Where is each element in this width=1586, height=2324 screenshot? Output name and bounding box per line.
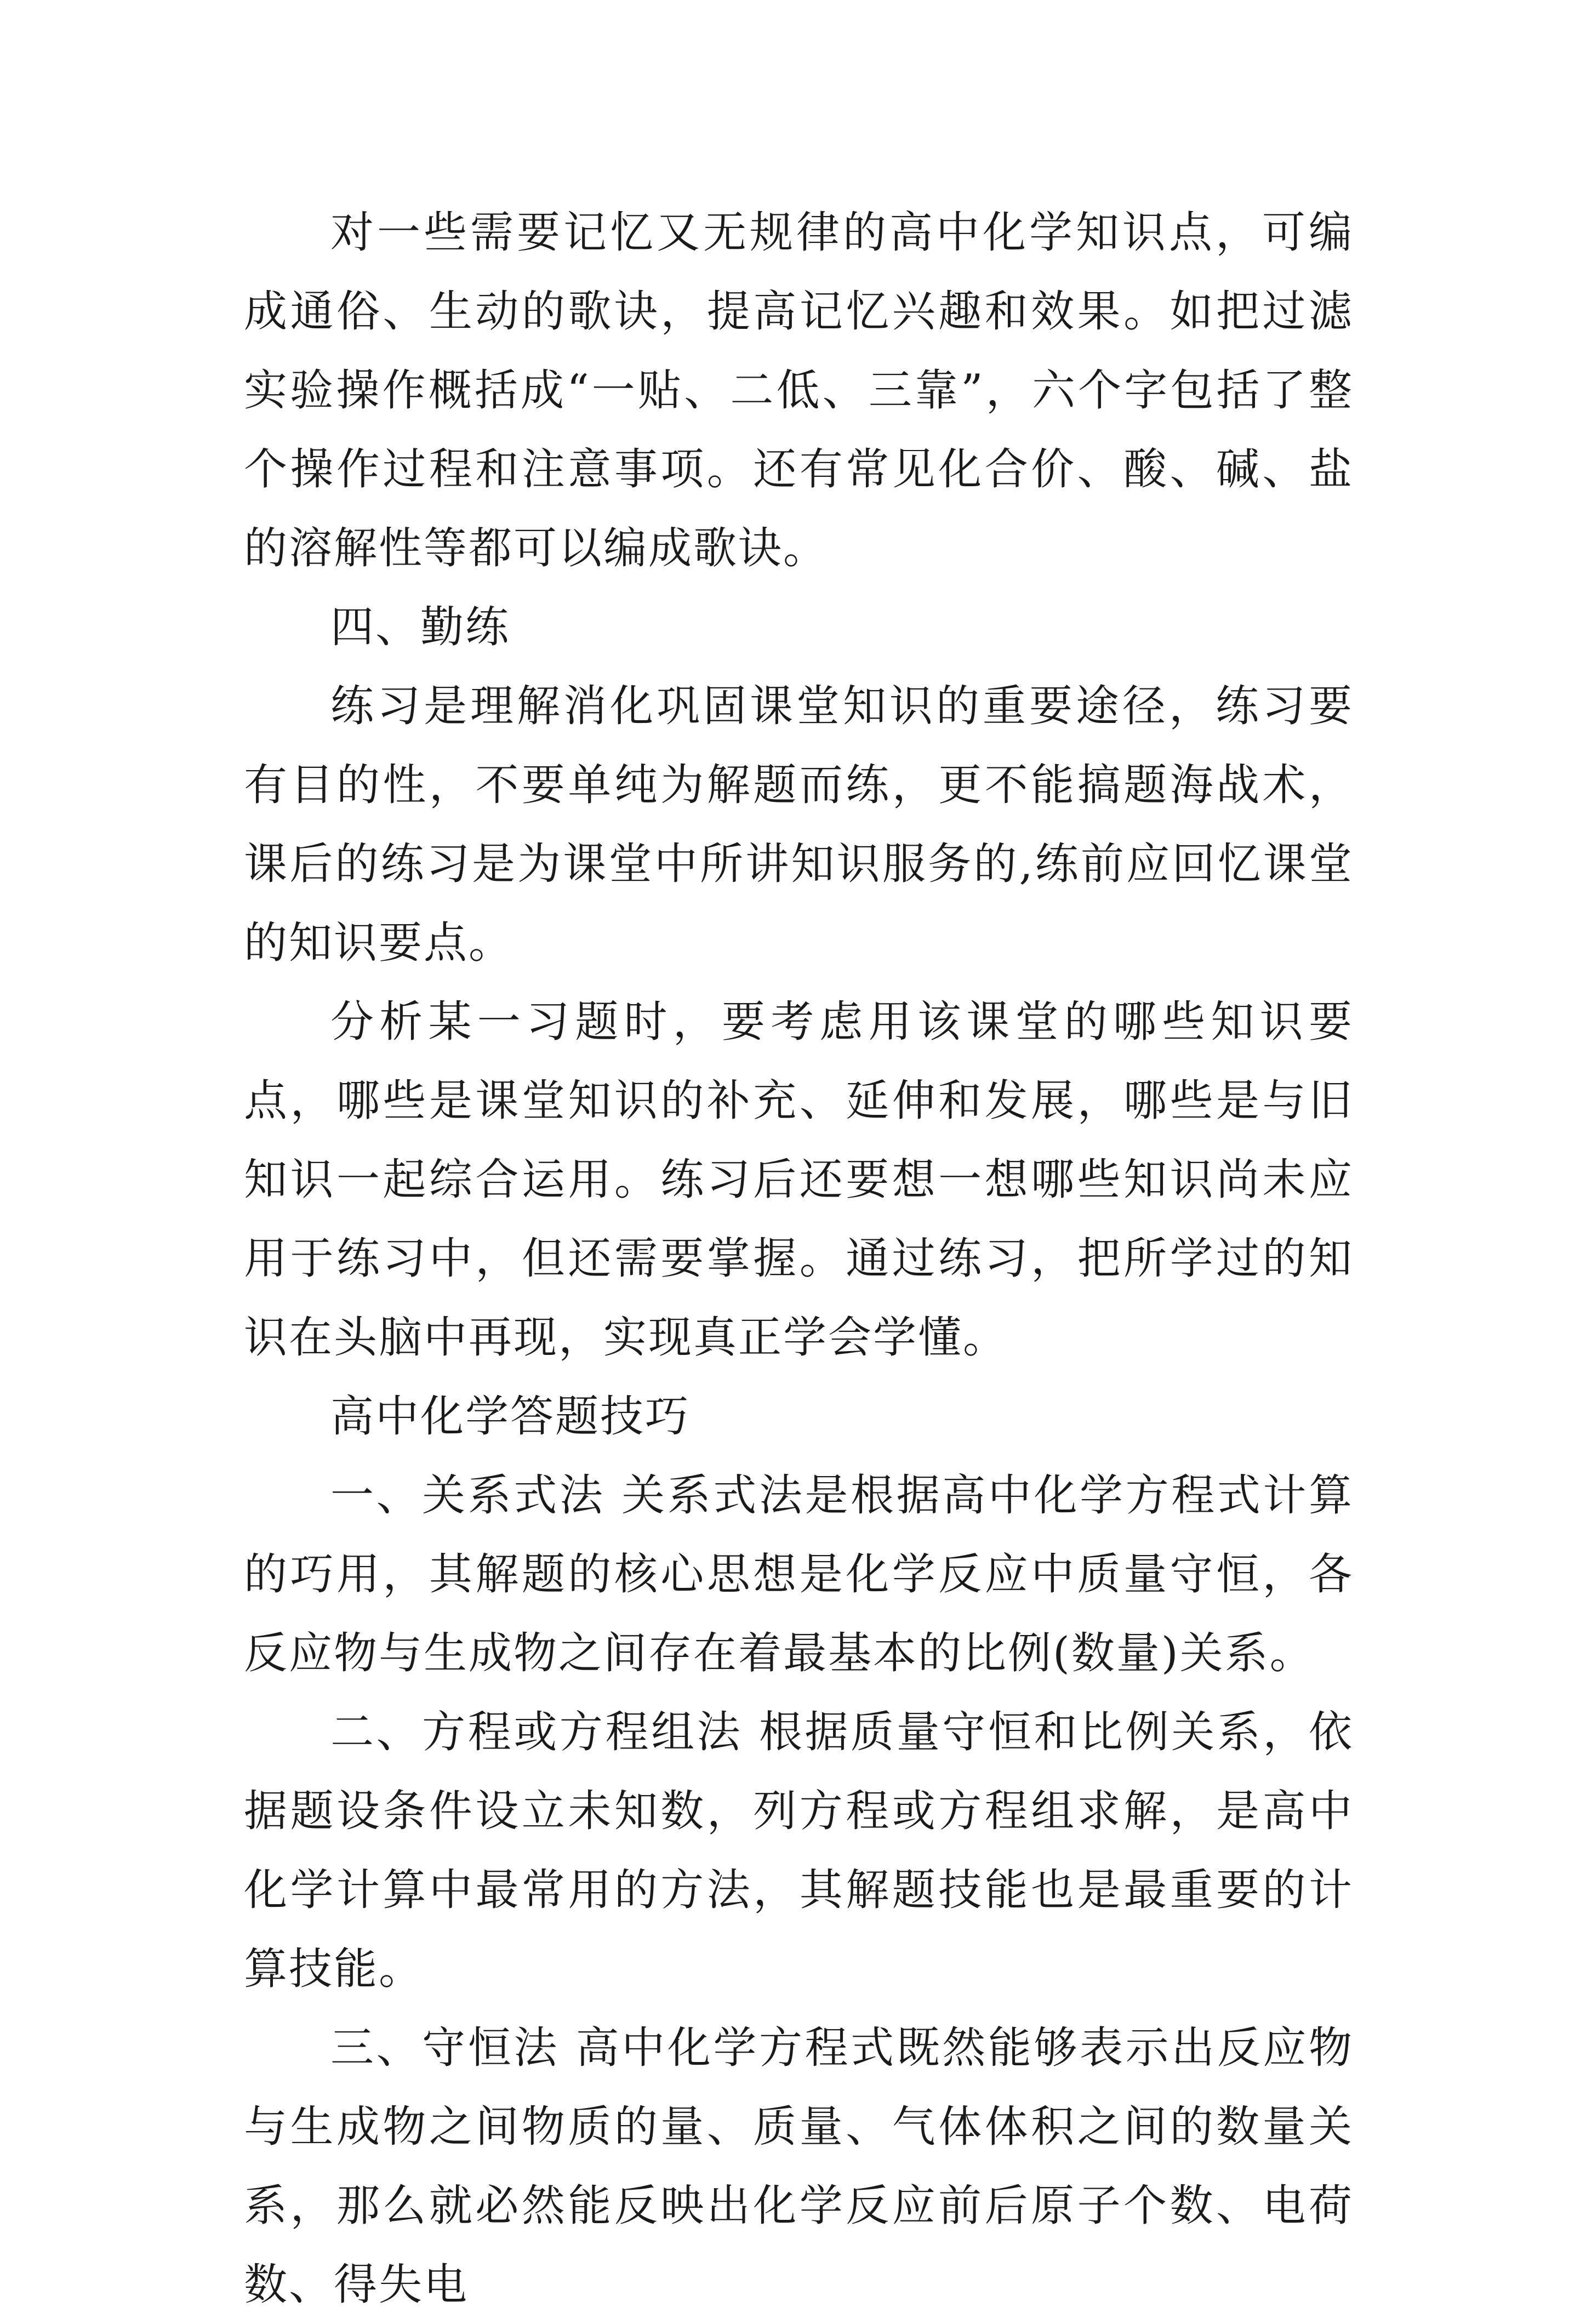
heading-answer-techniques: 高中化学答题技巧	[330, 1391, 690, 1442]
paragraph-conservation-method: 三、守恒法 高中化学方程式既然能够表示出反应物与生成物之间物质的量、质量、气体体积之间的数量关系，那么就必然能反映出化学反应前后原子个数、电荷数、得失电	[244, 2023, 1354, 2310]
paragraph-equation-method: 二、方程或方程组法 根据质量守恒和比例关系，依据题设条件设立未知数，列方程或方程组求解，是高中化学计算中最常用的方法，其解题技能也是最重要的计算技能。	[244, 1707, 1354, 1994]
document-page	[244, 193, 1354, 2324]
paragraph-relation-method: 一、关系式法 关系式法是根据高中化学方程式计算的巧用，其解题的核心思想是化学反应中质量守恒，各反应物与生成物之间存在着最基本的比例(数量)关系。	[244, 1470, 1354, 1678]
paragraph-practice-purpose: 练习是理解消化巩固课堂知识的重要途径，练习要有目的性，不要单纯为解题而练，更不能搞题海战术，课后的练习是为课堂中所讲知识服务的,练前应回忆课堂的知识要点。	[244, 681, 1354, 968]
paragraph-practice-analysis: 分析某一习题时，要考虑用该课堂的哪些知识要点，哪些是课堂知识的补充、延伸和发展，哪些是与旧知识一起综合运用。练习后还要想一想哪些知识尚未应用于练习中，但还需要掌握。通过练习，把所学过的知识在头脑中再现，实现真正学会学懂。	[244, 996, 1354, 1363]
paragraph-mnemonics: 对一些需要记忆又无规律的高中化学知识点，可编成通俗、生动的歌诀，提高记忆兴趣和效果。如把过滤实验操作概括成“一贴、二低、三靠”，六个字包括了整个操作过程和注意事项。还有常见化合价、酸、碱、盐的溶解性等都可以编成歌诀。	[244, 207, 1354, 573]
heading-practice: 四、勤练	[330, 602, 510, 652]
